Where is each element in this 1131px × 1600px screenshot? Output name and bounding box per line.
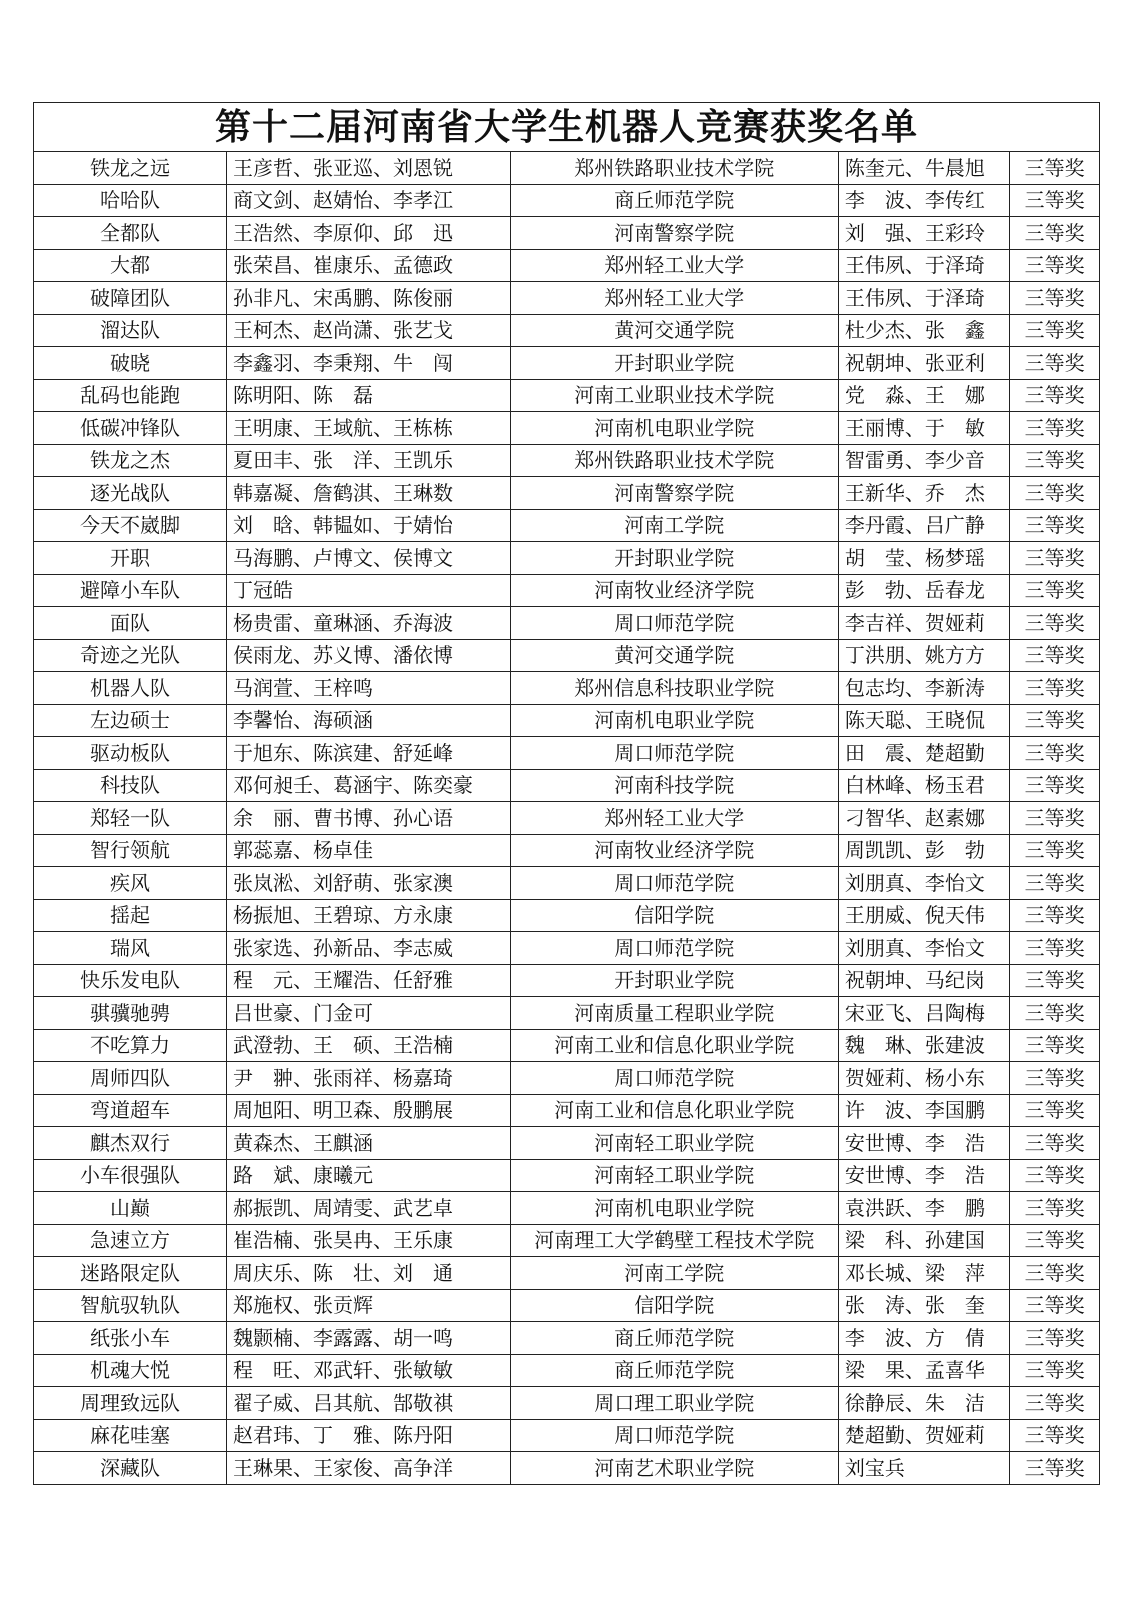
school-cell: 河南牧业经济学院 — [510, 834, 838, 867]
award-cell: 三等奖 — [1010, 1387, 1100, 1420]
award-cell: 三等奖 — [1010, 1224, 1100, 1257]
members-cell: 余 丽、曹书博、孙心语 — [226, 802, 510, 835]
team-name-cell: 科技队 — [34, 769, 227, 802]
team-name-cell: 疾风 — [34, 867, 227, 900]
award-cell: 三等奖 — [1010, 314, 1100, 347]
advisors-cell: 刘朋真、李怡文 — [838, 932, 1009, 965]
team-name-cell: 乱码也能跑 — [34, 379, 227, 412]
members-cell: 郑施权、张贡辉 — [226, 1289, 510, 1322]
team-name-cell: 哈哈队 — [34, 184, 227, 217]
school-cell: 河南牧业经济学院 — [510, 574, 838, 607]
members-cell: 李鑫羽、李秉翔、牛 闯 — [226, 347, 510, 380]
advisors-cell: 安世博、李 浩 — [838, 1159, 1009, 1192]
members-cell: 郝振凯、周靖雯、武艺卓 — [226, 1192, 510, 1225]
award-cell: 三等奖 — [1010, 1419, 1100, 1452]
members-cell: 周旭阳、明卫森、殷鹏展 — [226, 1094, 510, 1127]
school-cell: 开封职业学院 — [510, 964, 838, 997]
award-cell: 三等奖 — [1010, 477, 1100, 510]
members-cell: 孙非凡、宋禹鹏、陈俊丽 — [226, 282, 510, 315]
members-cell: 邓何昶壬、葛涵宇、陈奕豪 — [226, 769, 510, 802]
team-name-cell: 小车很强队 — [34, 1159, 227, 1192]
table-row — [34, 607, 1100, 640]
award-cell: 三等奖 — [1010, 1192, 1100, 1225]
award-cell: 三等奖 — [1010, 639, 1100, 672]
members-cell: 韩嘉凝、詹鹤淇、王琳数 — [226, 477, 510, 510]
members-cell: 李馨怡、海硕涵 — [226, 704, 510, 737]
advisors-cell: 宋亚飞、吕陶梅 — [838, 997, 1009, 1030]
award-cell: 三等奖 — [1010, 802, 1100, 835]
members-cell: 路 斌、康曦元 — [226, 1159, 510, 1192]
team-name-cell: 麒杰双行 — [34, 1127, 227, 1160]
members-cell: 杨贵雷、童琳涵、乔海波 — [226, 607, 510, 640]
team-name-cell: 机魂大悦 — [34, 1354, 227, 1387]
school-cell: 河南工业职业技术学院 — [510, 379, 838, 412]
school-cell: 河南工学院 — [510, 1257, 838, 1290]
members-cell: 张岚淞、刘舒萌、张家澳 — [226, 867, 510, 900]
award-list-table — [33, 102, 1100, 1485]
award-cell: 三等奖 — [1010, 379, 1100, 412]
award-cell: 三等奖 — [1010, 867, 1100, 900]
advisors-cell: 梁 果、孟喜华 — [838, 1354, 1009, 1387]
team-name-cell: 铁龙之远 — [34, 152, 227, 185]
award-cell: 三等奖 — [1010, 1257, 1100, 1290]
team-name-cell: 避障小车队 — [34, 574, 227, 607]
team-name-cell: 弯道超车 — [34, 1094, 227, 1127]
school-cell: 河南工业和信息化职业学院 — [510, 1094, 838, 1127]
members-cell: 于旭东、陈滨建、舒延峰 — [226, 737, 510, 770]
advisors-cell: 王伟夙、于泽琦 — [838, 249, 1009, 282]
advisors-cell: 包志均、李新涛 — [838, 672, 1009, 705]
award-cell: 三等奖 — [1010, 282, 1100, 315]
table-row — [34, 802, 1100, 835]
table-row — [34, 509, 1100, 542]
award-cell: 三等奖 — [1010, 899, 1100, 932]
advisors-cell: 徐静辰、朱 洁 — [838, 1387, 1009, 1420]
school-cell: 河南警察学院 — [510, 477, 838, 510]
table-row — [34, 542, 1100, 575]
award-cell: 三等奖 — [1010, 412, 1100, 445]
school-cell: 河南机电职业学院 — [510, 412, 838, 445]
table-row — [34, 1322, 1100, 1355]
school-cell: 开封职业学院 — [510, 347, 838, 380]
school-cell: 郑州铁路职业技术学院 — [510, 444, 838, 477]
table-row — [34, 217, 1100, 250]
members-cell: 马海鹏、卢博文、侯博文 — [226, 542, 510, 575]
advisors-cell: 邓长城、梁 萍 — [838, 1257, 1009, 1290]
school-cell: 河南艺术职业学院 — [510, 1452, 838, 1485]
team-name-cell: 快乐发电队 — [34, 964, 227, 997]
school-cell: 河南质量工程职业学院 — [510, 997, 838, 1030]
school-cell: 河南机电职业学院 — [510, 1192, 838, 1225]
school-cell: 郑州轻工业大学 — [510, 249, 838, 282]
school-cell: 河南工学院 — [510, 509, 838, 542]
award-cell: 三等奖 — [1010, 964, 1100, 997]
members-cell: 尹 翀、张雨祥、杨嘉琦 — [226, 1062, 510, 1095]
advisors-cell: 安世博、李 浩 — [838, 1127, 1009, 1160]
award-cell: 三等奖 — [1010, 347, 1100, 380]
award-cell: 三等奖 — [1010, 932, 1100, 965]
table-row — [34, 769, 1100, 802]
advisors-cell: 刘宝兵 — [838, 1452, 1009, 1485]
team-name-cell: 深藏队 — [34, 1452, 227, 1485]
team-name-cell: 揺起 — [34, 899, 227, 932]
award-cell: 三等奖 — [1010, 1029, 1100, 1062]
members-cell: 吕世豪、门金可 — [226, 997, 510, 1030]
table-row — [34, 1387, 1100, 1420]
members-cell: 赵君玮、丁 雅、陈丹阳 — [226, 1419, 510, 1452]
school-cell: 信阳学院 — [510, 899, 838, 932]
school-cell: 商丘师范学院 — [510, 1354, 838, 1387]
table-row — [34, 899, 1100, 932]
advisors-cell: 许 波、李国鹏 — [838, 1094, 1009, 1127]
school-cell: 河南机电职业学院 — [510, 704, 838, 737]
table-row — [34, 152, 1100, 185]
team-name-cell: 低碳冲锋队 — [34, 412, 227, 445]
advisors-cell: 王朋威、倪天伟 — [838, 899, 1009, 932]
award-cell: 三等奖 — [1010, 704, 1100, 737]
team-name-cell: 周理致远队 — [34, 1387, 227, 1420]
award-cell: 三等奖 — [1010, 249, 1100, 282]
members-cell: 翟子威、吕其航、郜敬祺 — [226, 1387, 510, 1420]
school-cell: 信阳学院 — [510, 1289, 838, 1322]
table-row — [34, 1062, 1100, 1095]
advisors-cell: 周凯凯、彭 勃 — [838, 834, 1009, 867]
advisors-cell: 魏 琳、张建波 — [838, 1029, 1009, 1062]
table-row — [34, 834, 1100, 867]
members-cell: 夏田丰、张 洋、王凯乐 — [226, 444, 510, 477]
document-title: 第十二届河南省大学生机器人竞赛获奖名单 — [34, 103, 1100, 152]
members-cell: 王明康、王域航、王栋栋 — [226, 412, 510, 445]
table-row — [34, 1159, 1100, 1192]
members-cell: 王彦哲、张亚巡、刘恩锐 — [226, 152, 510, 185]
award-cell: 三等奖 — [1010, 509, 1100, 542]
team-name-cell: 纸张小车 — [34, 1322, 227, 1355]
team-name-cell: 破障团队 — [34, 282, 227, 315]
team-name-cell: 智行领航 — [34, 834, 227, 867]
advisors-cell: 张 涛、张 奎 — [838, 1289, 1009, 1322]
school-cell: 周口师范学院 — [510, 737, 838, 770]
team-name-cell: 不吃算力 — [34, 1029, 227, 1062]
table-row — [34, 444, 1100, 477]
school-cell: 河南科技学院 — [510, 769, 838, 802]
title-row — [34, 103, 1100, 152]
school-cell: 周口师范学院 — [510, 607, 838, 640]
school-cell: 周口师范学院 — [510, 867, 838, 900]
table-row — [34, 1257, 1100, 1290]
advisors-cell: 王伟夙、于泽琦 — [838, 282, 1009, 315]
table-row — [34, 997, 1100, 1030]
school-cell: 周口师范学院 — [510, 1419, 838, 1452]
award-cell: 三等奖 — [1010, 152, 1100, 185]
table-row — [34, 574, 1100, 607]
team-name-cell: 逐光战队 — [34, 477, 227, 510]
award-cell: 三等奖 — [1010, 1322, 1100, 1355]
table-row — [34, 932, 1100, 965]
award-cell: 三等奖 — [1010, 997, 1100, 1030]
award-cell: 三等奖 — [1010, 1159, 1100, 1192]
members-cell: 魏颢楠、李露露、胡一鸣 — [226, 1322, 510, 1355]
school-cell: 郑州轻工业大学 — [510, 282, 838, 315]
award-cell: 三等奖 — [1010, 607, 1100, 640]
advisors-cell: 彭 勃、岳春龙 — [838, 574, 1009, 607]
team-name-cell: 今天不崴脚 — [34, 509, 227, 542]
team-name-cell: 周师四队 — [34, 1062, 227, 1095]
advisors-cell: 刘朋真、李怡文 — [838, 867, 1009, 900]
team-name-cell: 奇迹之光队 — [34, 639, 227, 672]
advisors-cell: 陈奎元、牛晨旭 — [838, 152, 1009, 185]
members-cell: 商文剑、赵婧怡、李孝江 — [226, 184, 510, 217]
members-cell: 马润萱、王梓鸣 — [226, 672, 510, 705]
advisors-cell: 白林峰、杨玉君 — [838, 769, 1009, 802]
award-cell: 三等奖 — [1010, 574, 1100, 607]
award-cell: 三等奖 — [1010, 1127, 1100, 1160]
team-name-cell: 骐骥驰骋 — [34, 997, 227, 1030]
table-row — [34, 1289, 1100, 1322]
advisors-cell: 丁洪朋、姚方方 — [838, 639, 1009, 672]
members-cell: 王浩然、李原仰、邱 迅 — [226, 217, 510, 250]
team-name-cell: 铁龙之杰 — [34, 444, 227, 477]
table-row — [34, 867, 1100, 900]
table-row — [34, 1452, 1100, 1485]
table-row — [34, 1127, 1100, 1160]
advisors-cell: 胡 莹、杨梦瑶 — [838, 542, 1009, 575]
advisors-cell: 杜少杰、张 鑫 — [838, 314, 1009, 347]
school-cell: 河南理工大学鹤壁工程技术学院 — [510, 1224, 838, 1257]
advisors-cell: 王新华、乔 杰 — [838, 477, 1009, 510]
team-name-cell: 全都队 — [34, 217, 227, 250]
table-row — [34, 1029, 1100, 1062]
table-row — [34, 282, 1100, 315]
advisors-cell: 祝朝坤、张亚利 — [838, 347, 1009, 380]
table-row — [34, 1192, 1100, 1225]
school-cell: 河南轻工职业学院 — [510, 1159, 838, 1192]
members-cell: 侯雨龙、苏义博、潘依博 — [226, 639, 510, 672]
school-cell: 周口师范学院 — [510, 1062, 838, 1095]
school-cell: 周口师范学院 — [510, 932, 838, 965]
table-row — [34, 314, 1100, 347]
team-name-cell: 溜达队 — [34, 314, 227, 347]
team-name-cell: 麻花哇塞 — [34, 1419, 227, 1452]
award-cell: 三等奖 — [1010, 1289, 1100, 1322]
school-cell: 开封职业学院 — [510, 542, 838, 575]
award-cell: 三等奖 — [1010, 769, 1100, 802]
table-row — [34, 737, 1100, 770]
award-cell: 三等奖 — [1010, 184, 1100, 217]
members-cell: 程 元、王耀浩、任舒雅 — [226, 964, 510, 997]
school-cell: 河南轻工职业学院 — [510, 1127, 838, 1160]
school-cell: 郑州轻工业大学 — [510, 802, 838, 835]
school-cell: 商丘师范学院 — [510, 184, 838, 217]
team-name-cell: 瑞风 — [34, 932, 227, 965]
advisors-cell: 袁洪跃、李 鹏 — [838, 1192, 1009, 1225]
members-cell: 崔浩楠、张昊冉、王乐康 — [226, 1224, 510, 1257]
advisors-cell: 楚超勤、贺娅莉 — [838, 1419, 1009, 1452]
team-name-cell: 山巅 — [34, 1192, 227, 1225]
award-cell: 三等奖 — [1010, 542, 1100, 575]
award-cell: 三等奖 — [1010, 1354, 1100, 1387]
award-cell: 三等奖 — [1010, 1062, 1100, 1095]
advisors-cell: 王丽博、于 敏 — [838, 412, 1009, 445]
advisors-cell: 贺娅莉、杨小东 — [838, 1062, 1009, 1095]
advisors-cell: 党 淼、王 娜 — [838, 379, 1009, 412]
advisors-cell: 李丹霞、吕广静 — [838, 509, 1009, 542]
table-row — [34, 964, 1100, 997]
members-cell: 郭蕊嘉、杨卓佳 — [226, 834, 510, 867]
advisors-cell: 刁智华、赵素娜 — [838, 802, 1009, 835]
members-cell: 张荣昌、崔康乐、孟德政 — [226, 249, 510, 282]
school-cell: 周口理工职业学院 — [510, 1387, 838, 1420]
table-row — [34, 379, 1100, 412]
award-cell: 三等奖 — [1010, 834, 1100, 867]
table-row — [34, 672, 1100, 705]
advisors-cell: 祝朝坤、马纪岗 — [838, 964, 1009, 997]
school-cell: 郑州信息科技职业学院 — [510, 672, 838, 705]
table-row — [34, 412, 1100, 445]
members-cell: 程 旺、邓武轩、张敏敏 — [226, 1354, 510, 1387]
school-cell: 黄河交通学院 — [510, 639, 838, 672]
table-row — [34, 704, 1100, 737]
members-cell: 刘 晗、韩韫如、于婧怡 — [226, 509, 510, 542]
table-row — [34, 1419, 1100, 1452]
advisors-cell: 李 波、李传红 — [838, 184, 1009, 217]
table-row — [34, 1354, 1100, 1387]
team-name-cell: 迷路限定队 — [34, 1257, 227, 1290]
team-name-cell: 急速立方 — [34, 1224, 227, 1257]
award-cell: 三等奖 — [1010, 737, 1100, 770]
school-cell: 黄河交通学院 — [510, 314, 838, 347]
team-name-cell: 破晓 — [34, 347, 227, 380]
team-name-cell: 面队 — [34, 607, 227, 640]
members-cell: 黄森杰、王麒涵 — [226, 1127, 510, 1160]
team-name-cell: 机器人队 — [34, 672, 227, 705]
table-row — [34, 477, 1100, 510]
team-name-cell: 开职 — [34, 542, 227, 575]
team-name-cell: 大都 — [34, 249, 227, 282]
award-cell: 三等奖 — [1010, 444, 1100, 477]
advisors-cell: 田 震、楚超勤 — [838, 737, 1009, 770]
table-row — [34, 347, 1100, 380]
team-name-cell: 郑轻一队 — [34, 802, 227, 835]
members-cell: 丁冠皓 — [226, 574, 510, 607]
members-cell: 杨振旭、王碧琼、方永康 — [226, 899, 510, 932]
team-name-cell: 智航驭轨队 — [34, 1289, 227, 1322]
school-cell: 商丘师范学院 — [510, 1322, 838, 1355]
team-name-cell: 左边硕士 — [34, 704, 227, 737]
table-row — [34, 1224, 1100, 1257]
members-cell: 王琳果、王家俊、高争洋 — [226, 1452, 510, 1485]
members-cell: 周庆乐、陈 壮、刘 通 — [226, 1257, 510, 1290]
advisors-cell: 陈天聪、王晓侃 — [838, 704, 1009, 737]
advisors-cell: 李吉祥、贺娅莉 — [838, 607, 1009, 640]
table-row — [34, 249, 1100, 282]
team-name-cell: 驱动板队 — [34, 737, 227, 770]
advisors-cell: 刘 强、王彩玲 — [838, 217, 1009, 250]
table-row — [34, 639, 1100, 672]
advisors-cell: 梁 科、孙建国 — [838, 1224, 1009, 1257]
table-row — [34, 1094, 1100, 1127]
award-cell: 三等奖 — [1010, 672, 1100, 705]
members-cell: 王柯杰、赵尚潇、张艺戈 — [226, 314, 510, 347]
members-cell: 陈明阳、陈 磊 — [226, 379, 510, 412]
school-cell: 河南警察学院 — [510, 217, 838, 250]
advisors-cell: 李 波、方 倩 — [838, 1322, 1009, 1355]
award-cell: 三等奖 — [1010, 217, 1100, 250]
school-cell: 河南工业和信息化职业学院 — [510, 1029, 838, 1062]
award-cell: 三等奖 — [1010, 1094, 1100, 1127]
advisors-cell: 智雷勇、李少音 — [838, 444, 1009, 477]
award-cell: 三等奖 — [1010, 1452, 1100, 1485]
table-row — [34, 184, 1100, 217]
members-cell: 武澄勃、王 硕、王浩楠 — [226, 1029, 510, 1062]
members-cell: 张家选、孙新品、李志威 — [226, 932, 510, 965]
school-cell: 郑州铁路职业技术学院 — [510, 152, 838, 185]
